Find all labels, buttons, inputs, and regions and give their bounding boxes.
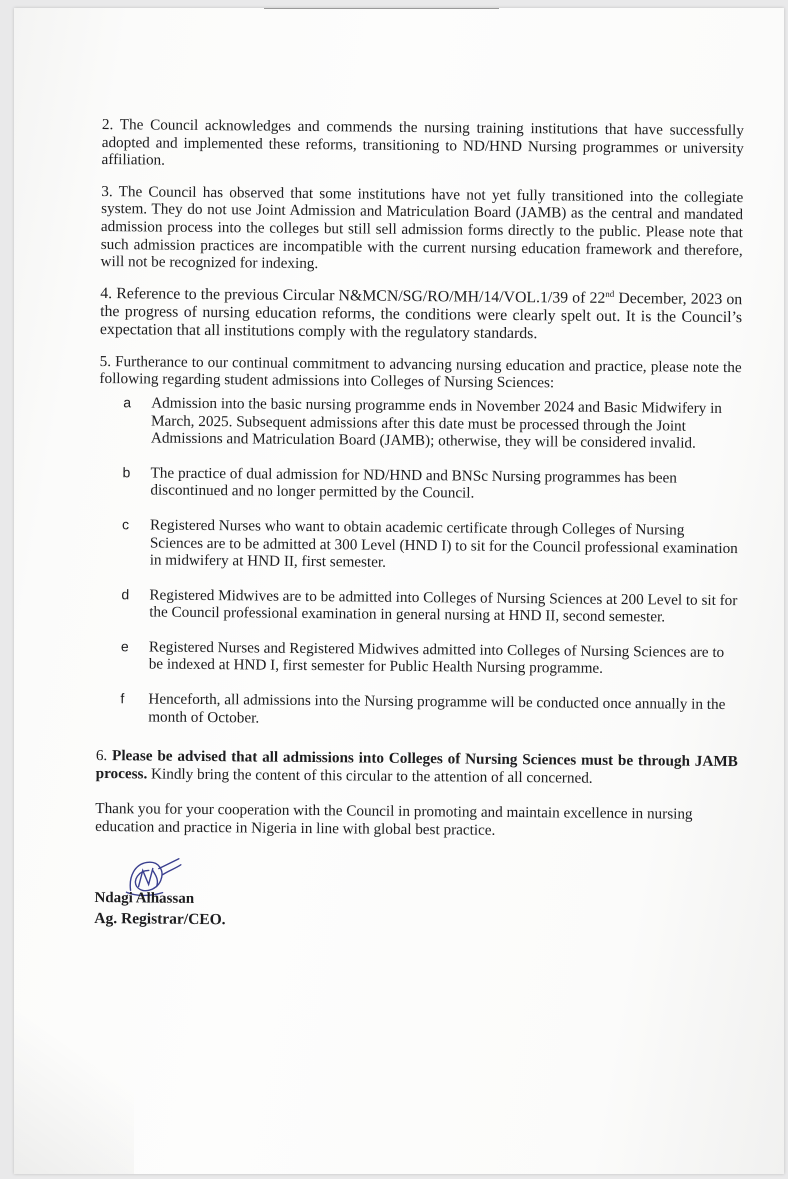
paragraph-4-start: 4. Reference to the previous Circular N&MCN/SG/RO/MH/14/VOL.1/39 of 22 — [100, 284, 606, 307]
paragraph-6 — [96, 747, 738, 788]
list-item-text: Admission into the basic nursing programme ends in November 2024 and Basic Midwifery in March, 2025. Subsequent admissions after this date must be processed through the Joint Admissions and Matriculation Board (JAMB); otherwise, they will be considered invalid. — [150, 394, 723, 452]
list-item — [97, 586, 739, 627]
paragraph-5: 5. Furtherance to our continual commitment to advancing nursing education and practice, please note the following regarding student admissions into Colleges of Nursing Sciences: — [99, 352, 742, 392]
list-item-letter: f — [120, 690, 125, 707]
list-item-text: Registered Nurses who want to obtain academic certificate through Colleges of Nursing Sciences are to be admitted at 300 Level (HND I) to sit for the Council professional examination in midwifery at HND II, first semester. — [149, 516, 738, 571]
list-item-letter: b — [122, 463, 131, 481]
list-item-letter: c — [122, 516, 130, 533]
paper-shadow — [14, 974, 134, 1174]
paragraph-2: 2. The Council acknowledges and commends the nursing training institutions that have successfully adopted and implemented these reforms, transitioning to ND/HND Nursing programmes or university affiliation. — [101, 116, 744, 169]
top-rule — [264, 8, 499, 9]
thanks-paragraph: Thank you for your cooperation with the Council in promoting and maintain excellence in nursing education and practice in Nigeria in line with global best practice. — [95, 800, 693, 839]
admission-list — [96, 394, 741, 731]
paragraph-3: 3. The Council has observed that some institutions have not yet fully transitioned into the collegiate system. They do not use Joint Admission and Matriculation Board (JAMB) as the central and mandated admission process into the colleges but still sell admission forms directly to the public. Please note that such admission practices are incompatible with the current nursing education framework and therefore, will not be recognized for indexing. — [100, 182, 744, 273]
list-item-text: Registered Nurses and Registered Midwives admitted into Colleges of Nursing Sciences are to be indexed at HND I, first semester for Public Health Nursing programme. — [148, 638, 725, 678]
list-item — [98, 464, 740, 505]
paragraph-6-rest: Kindly bring the content of this circular to the attention of all concerned. — [147, 765, 593, 787]
signer-title: Ag. Registrar/CEO. — [94, 909, 226, 928]
signer-name: Ndagi Alhassan — [94, 889, 195, 907]
list-item — [97, 638, 739, 679]
paragraph-4-superscript: nd — [605, 288, 615, 299]
list-item — [99, 394, 741, 453]
list-item — [96, 690, 738, 731]
list-item-letter: d — [121, 585, 130, 602]
paragraph-4 — [100, 285, 742, 345]
list-item-text: Henceforth, all admissions into the Nursing programme will be conducted once annually in the month of October. — [148, 690, 726, 727]
list-item-letter: a — [123, 394, 132, 411]
circular-body — [94, 116, 744, 950]
paragraph-6-number: 6. — [95, 747, 113, 765]
paragraph-4-end: December, 2023 on the progress of nursing education reforms, the conditions were clearly spelt out. It is the Council’s expectation that all institutions comply with the regulatory standards. — [99, 289, 743, 342]
list-item — [98, 516, 740, 575]
list-item-text: The practice of dual admission for ND/HND and BNSc Nursing programmes has been discontinued and no longer permitted by the Council. — [150, 464, 678, 502]
list-item-text: Registered Midwives are to be admitted into Colleges of Nursing Sciences at 200 Level to sit for the Council professional examination in general nursing at HND II, second semester. — [149, 586, 738, 626]
list-item-letter: e — [120, 638, 129, 655]
paragraph-6-bold: Please be advised that all admissions into Colleges of Nursing Sciences must be through JAMB process. — [95, 747, 738, 783]
document-page — [14, 8, 784, 1174]
signature-block — [94, 864, 737, 950]
